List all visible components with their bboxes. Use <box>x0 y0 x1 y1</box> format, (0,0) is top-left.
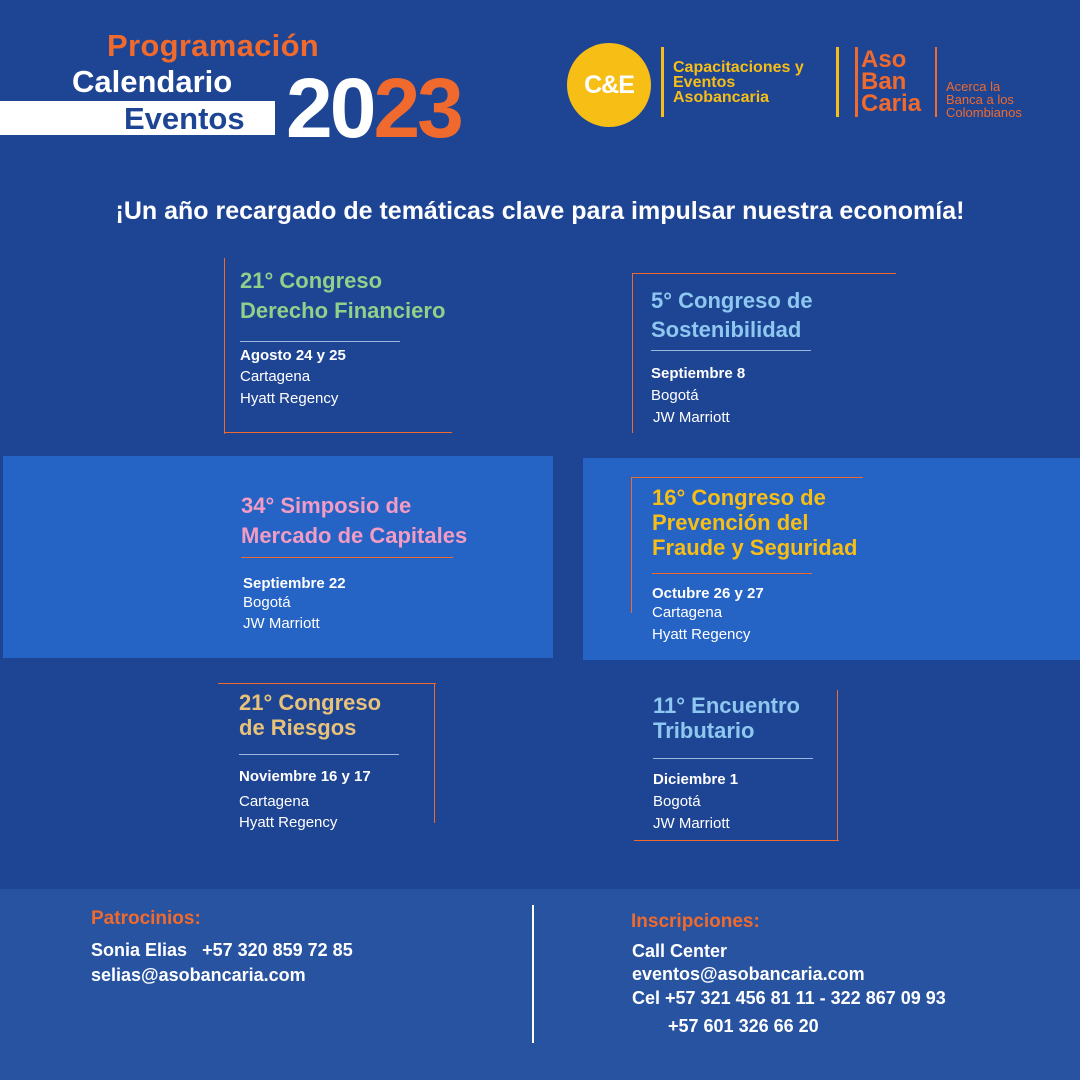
event-title-line1: 21° Congreso <box>240 268 383 293</box>
patrocinios-email[interactable]: selias@asobancaria.com <box>91 965 306 985</box>
title-underline <box>239 754 399 755</box>
ce-logo: C&E <box>567 43 651 127</box>
footer-divider <box>532 905 534 1043</box>
title-underline <box>653 758 813 759</box>
logo-divider <box>836 47 839 117</box>
header-calendario: Calendario <box>72 64 233 99</box>
event-venue: JW Marriott <box>243 615 320 632</box>
event-card-riesgos <box>218 683 436 831</box>
card-border-top <box>632 273 896 274</box>
event-title-line2: Mercado de Capitales <box>241 523 468 548</box>
card-border-top <box>631 477 863 478</box>
event-venue: JW Marriott <box>653 815 730 832</box>
patrocinios-name: Sonia Elias <box>91 940 188 960</box>
event-title <box>653 693 843 743</box>
event-title-line1: 5° Congreso de <box>651 288 813 313</box>
event-card-derecho-financiero <box>224 258 452 434</box>
event-venue: Hyatt Regency <box>239 814 338 831</box>
inscripciones-phone[interactable]: +57 601 326 66 20 <box>668 1016 819 1036</box>
event-city: Cartagena <box>652 604 723 621</box>
event-title-line2: Prevención del <box>652 510 809 535</box>
inscripciones-callcenter: Call Center <box>632 941 728 961</box>
card-border-left <box>224 258 225 434</box>
title-underline <box>241 557 453 558</box>
patrocinios-phone[interactable]: +57 320 859 72 85 <box>202 940 353 960</box>
event-city: Bogotá <box>653 793 701 810</box>
ce-text-line2: Eventos <box>673 74 736 91</box>
tagline: ¡Un año recargado de temáticas clave para impulsar nuestra economía! <box>115 197 965 225</box>
event-venue: Hyatt Regency <box>240 390 339 407</box>
title-underline <box>240 341 400 342</box>
event-date: Septiembre 22 <box>243 575 346 592</box>
aso-line2: Ban <box>861 68 907 95</box>
event-title <box>652 485 912 560</box>
ce-text-line1: Capacitaciones y <box>673 59 804 76</box>
event-date: Octubre 26 y 27 <box>652 585 764 602</box>
aso-tag-line3: Colombianos <box>946 105 1022 120</box>
event-city: Bogotá <box>651 387 699 404</box>
event-title-line3: Fraude y Seguridad <box>652 535 858 560</box>
ce-text-line3: Asobancaria <box>673 89 770 106</box>
event-card-encuentro-tributario <box>634 690 839 842</box>
event-title-line1: 11° Encuentro <box>653 693 800 718</box>
aso-line1: Aso <box>861 46 907 73</box>
title-underline <box>651 350 811 351</box>
patrocinios-heading: Patrocinios: <box>91 908 201 929</box>
aso-bar-left <box>855 47 858 117</box>
event-title-line1: 21° Congreso <box>239 690 382 715</box>
event-title <box>240 268 500 323</box>
event-city: Cartagena <box>240 368 311 385</box>
card-border-left <box>632 273 633 433</box>
inscripciones-heading: Inscripciones: <box>631 911 760 932</box>
patrocinios-contact <box>91 938 353 962</box>
event-venue: JW Marriott <box>653 409 730 426</box>
header-eventos: Eventos <box>124 101 245 136</box>
aso-tag-line1: Acerca la <box>946 79 1001 94</box>
aso-tag-line2: Banca a los <box>946 92 1014 107</box>
year-first: 20 <box>286 61 374 155</box>
header-programacion: Programación <box>107 28 320 63</box>
event-date: Agosto 24 y 25 <box>240 347 346 364</box>
title-underline <box>652 573 812 574</box>
event-title-line2: Tributario <box>653 718 755 743</box>
event-city: Bogotá <box>243 594 291 611</box>
event-title <box>239 690 439 740</box>
event-title-line1: 34° Simposio de <box>241 493 412 518</box>
header-year <box>286 61 461 155</box>
card-border-left <box>631 477 632 613</box>
inscripciones-email[interactable]: eventos@asobancaria.com <box>632 964 865 984</box>
event-title-line2: Sostenibilidad <box>651 317 802 342</box>
event-card-prevencion-fraude <box>631 477 871 643</box>
asobancaria-tagline <box>946 80 1022 119</box>
event-date: Septiembre 8 <box>651 365 746 382</box>
event-venue: Hyatt Regency <box>652 626 751 643</box>
event-title-line1: 16° Congreso de <box>652 485 826 510</box>
card-border-bottom <box>224 432 452 433</box>
event-date: Diciembre 1 <box>653 771 739 788</box>
card-border-top <box>218 683 436 684</box>
aso-line3: Caria <box>861 90 922 117</box>
event-card-sostenibilidad <box>632 273 896 433</box>
ce-logo-text <box>673 60 804 105</box>
event-title-line2: de Riesgos <box>239 715 357 740</box>
event-city: Cartagena <box>239 793 310 810</box>
inscripciones-cel[interactable]: Cel +57 321 456 81 11 - 322 867 09 93 <box>632 988 946 1008</box>
event-card-mercado-capitales <box>226 480 526 640</box>
year-second: 23 <box>373 61 461 155</box>
event-title <box>651 288 891 342</box>
event-title <box>241 493 531 548</box>
aso-bar-right <box>935 47 937 117</box>
event-title-line2: Derecho Financiero <box>240 298 446 323</box>
event-date: Noviembre 16 y 17 <box>239 768 371 785</box>
asobancaria-logo <box>861 46 922 117</box>
card-border-bottom <box>634 840 839 841</box>
ce-divider <box>661 47 664 117</box>
